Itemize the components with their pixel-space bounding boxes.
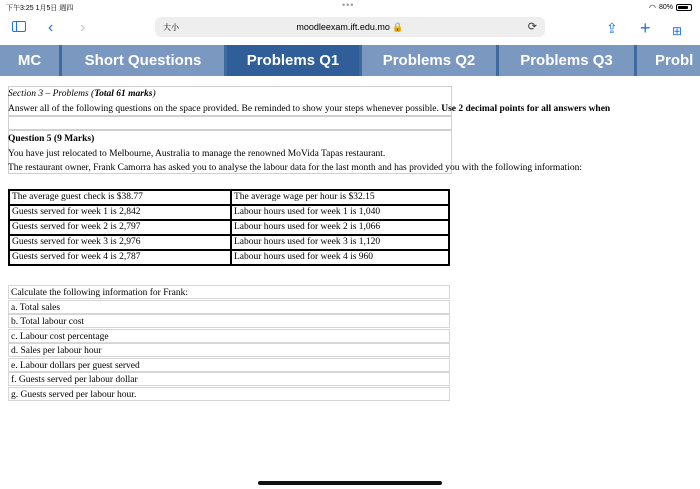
reload-icon[interactable]: ⟳ [527,21,537,33]
calc-item: b. Total labour cost [8,314,450,328]
section-instructions [8,102,610,116]
instructions-bold: Use 2 decimal points for all answers when [441,104,611,114]
calc-intro: Calculate the following information for Frank: [8,285,450,299]
tab-problems-q2[interactable]: Problems Q2 [362,45,499,76]
tab-problems-q4[interactable]: Probl [637,45,700,76]
question-title: Question 5 (9 Marks) [8,134,95,144]
info-table-cell: Labour hours used for week 2 is 1,066 [231,220,449,235]
info-table-row [9,205,449,220]
battery-icon [676,4,692,11]
share-icon[interactable]: ⇪ [606,20,618,36]
wifi-icon: ◠ [649,3,656,12]
tab-problems-q1[interactable]: Problems Q1 [227,45,362,76]
info-table-cell: The average guest check is $38.77 [9,190,231,205]
info-table-cell: Labour hours used for week 3 is 1,120 [231,235,449,250]
info-table-cell: Guests served for week 3 is 2,976 [9,235,231,250]
question-line-1: You have just relocated to Melbourne, Australia to manage the renowned MoVida Tapas restaurant. [8,149,386,159]
spacer-box [8,116,452,130]
info-table-row [9,190,449,205]
text-size-button[interactable]: 大小 [163,23,179,32]
back-icon[interactable]: ‹ [48,19,54,36]
home-indicator[interactable] [258,481,442,485]
info-table-row [9,250,449,265]
calc-item: g. Guests served per labour hour. [8,387,450,401]
url-text: moodleexam.ift.edu.mo 🔒 [296,22,404,32]
info-table-cell: Guests served for week 1 is 2,842 [9,205,231,220]
info-table-cell: Guests served for week 2 is 2,797 [9,220,231,235]
info-table-cell: Guests served for week 4 is 2,787 [9,250,231,265]
section-title [8,87,156,101]
question-line-2: The restaurant owner, Frank Camorra has asked you to analyse the labour data for the last month and has provided you with the following information: [8,163,582,173]
status-bar [0,0,700,14]
sidebar-icon[interactable] [12,21,26,32]
status-time: 下午3:25 1月5日 週四 [6,5,74,12]
status-right [649,3,692,12]
info-table [8,189,450,266]
info-table-cell: The average wage per hour is $32.15 [231,190,449,205]
calc-item: d. Sales per labour hour [8,343,450,357]
address-bar[interactable] [155,17,545,37]
section-title-start: Section 3 – Problems ( [8,89,95,99]
info-table-row [9,220,449,235]
section-title-marks: Total 61 marks [94,89,153,99]
info-table-cell: Labour hours used for week 1 is 1,040 [231,205,449,220]
battery-fill [678,6,688,9]
calc-item: a. Total sales [8,300,450,314]
calc-item: f. Guests served per labour dollar [8,372,450,386]
instructions-text: Answer all of the following questions on the space provided. Be reminded to show your steps whenever possible. [8,104,442,114]
info-table-cell: Labour hours used for week 4 is 960 [231,250,449,265]
tab-problems-q3[interactable]: Problems Q3 [499,45,637,76]
battery-percent: 80% [658,4,673,11]
browser-toolbar [0,14,700,42]
calc-item: c. Labour cost percentage [8,329,450,343]
multitask-dots[interactable]: ••• [342,0,355,10]
tab-short-questions[interactable]: Short Questions [62,45,227,76]
info-table-row [9,235,449,250]
question-tabs [0,45,700,76]
tabs-overview-icon[interactable]: ⊞ [672,24,683,38]
section-title-end: ) [152,89,156,99]
forward-icon[interactable]: › [80,19,86,36]
tab-mc[interactable]: MC [0,45,62,76]
calc-item: e. Labour dollars per guest served [8,358,450,372]
new-tab-icon[interactable]: + [640,18,651,38]
